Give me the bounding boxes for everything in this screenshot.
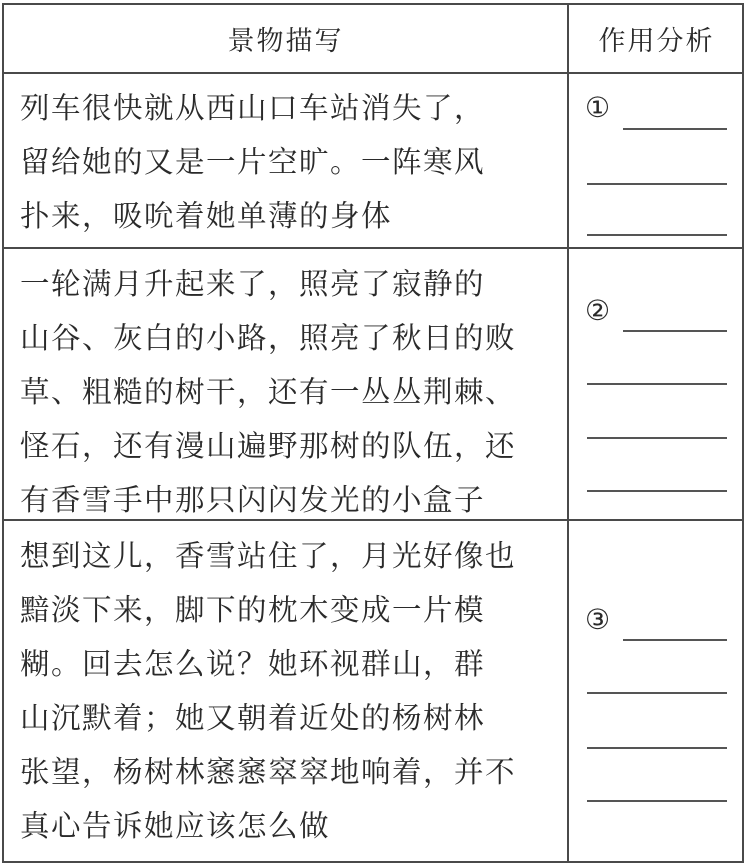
row-2-marker: ② — [585, 294, 611, 327]
answer-blank[interactable] — [587, 437, 727, 439]
row-1-line-1: 列车很快就从西山口车站消失了， — [20, 91, 486, 125]
row-2-line-5: 有香雪手中那只闪闪发光的小盒子 — [20, 483, 486, 517]
row-3-marker: ③ — [585, 603, 611, 636]
description-analysis-table — [2, 3, 744, 863]
answer-blank[interactable] — [587, 234, 727, 236]
answer-blank[interactable] — [623, 639, 727, 641]
row-2-line-3: 草、粗糙的树干，还有一丛丛荆棘、 — [20, 375, 517, 409]
row-2-description — [20, 257, 560, 527]
row-3-line-5: 张望，杨树林窸窸窣窣地响着，并不 — [20, 755, 517, 789]
answer-blank[interactable] — [587, 800, 727, 802]
header-scene-description: 景物描写 — [227, 26, 344, 57]
row-1-line-2: 留给她的又是一片空旷。一阵寒风 — [20, 145, 486, 179]
row-2-line-2: 山谷、灰白的小路，照亮了秋日的败 — [20, 321, 517, 355]
answer-blank[interactable] — [587, 490, 727, 492]
answer-blank[interactable] — [587, 183, 727, 185]
row-3-line-3: 糊。回去怎么说？她环视群山，群 — [20, 647, 486, 681]
row-1-marker: ① — [585, 91, 611, 124]
row-2-line-4: 怪石，还有漫山遍野那树的队伍，还 — [20, 429, 517, 463]
row-1-description — [20, 81, 560, 243]
row-2-line-1: 一轮满月升起来了，照亮了寂静的 — [20, 267, 486, 301]
answer-blank[interactable] — [587, 692, 727, 694]
row-3-answer — [569, 519, 744, 863]
row-3-description — [20, 529, 560, 853]
row-3-line-4: 山沉默着；她又朝着近处的杨树林 — [20, 701, 486, 735]
row-2-answer — [569, 247, 744, 519]
answer-blank[interactable] — [623, 330, 727, 332]
answer-blank[interactable] — [587, 747, 727, 749]
row-3-line-2: 黯淡下来，脚下的枕木变成一片模 — [20, 593, 486, 627]
answer-blank[interactable] — [623, 128, 727, 130]
row-1-answer — [569, 72, 744, 247]
answer-blank[interactable] — [587, 383, 727, 385]
header-function-analysis: 作用分析 — [598, 26, 715, 57]
row-1-line-3: 扑来，吸吮着她单薄的身体 — [20, 199, 393, 233]
row-3-line-6: 真心告诉她应该怎么做 — [20, 809, 331, 843]
row-3-line-1: 想到这儿，香雪站住了，月光好像也 — [20, 539, 517, 573]
